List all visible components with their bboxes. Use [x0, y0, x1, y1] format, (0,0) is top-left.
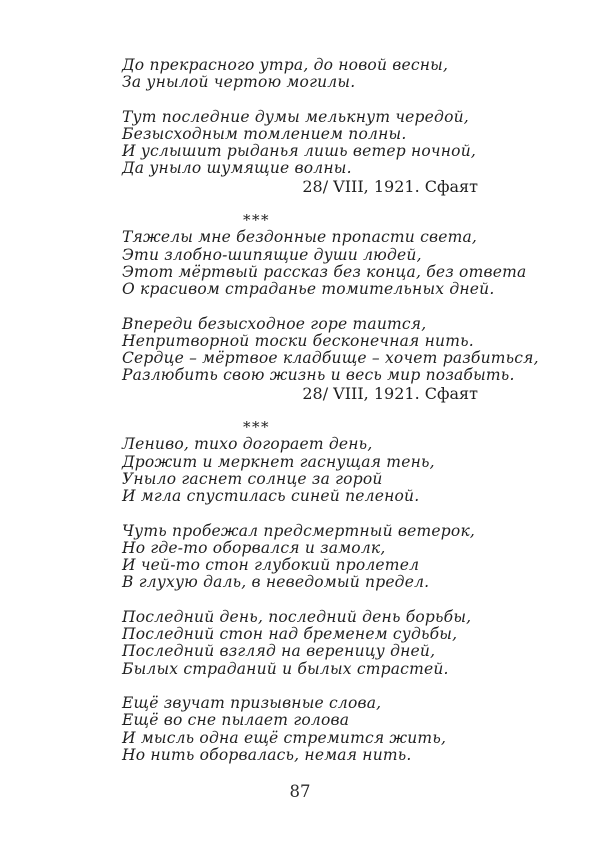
poem-line: О красивом страданье томительных дней. — [122, 280, 495, 299]
section-separator: *** — [243, 211, 270, 230]
poem-line: И услышит рыданья лишь ветер ночной, — [122, 142, 476, 161]
poem-line: Лениво, тихо догорает день, — [122, 435, 373, 454]
poem-line: Впереди безысходное горе таится, — [122, 314, 427, 333]
poem-line: Чуть пробежал предсмертный ветерок, — [122, 521, 476, 540]
poem-line: Сердце – мёртвое кладбище – хочет разбиться, — [122, 349, 539, 368]
poem-stanza — [122, 523, 488, 592]
poem-line: Ещё во сне пылает голова — [122, 711, 350, 730]
poem-line: Уныло гаснет солнце за горой — [122, 469, 383, 488]
section-separator: *** — [243, 418, 270, 437]
poem-line: В глухую даль, в неведомый предел. — [122, 573, 430, 592]
poem-stanza — [122, 109, 488, 178]
poem-line: Разлюбить свою жизнь и весь мир позабыть. — [122, 366, 515, 385]
poem-line: Последний стон над бременем судьбы, — [122, 625, 458, 644]
poem-stanza — [122, 695, 488, 764]
poem-stanza — [122, 228, 527, 299]
poem-line: Тяжелы мне бездонные пропасти света, — [122, 228, 478, 247]
poem-line: Эти злобно-шипящие души людей, — [122, 245, 422, 264]
poem-stanza — [122, 436, 488, 505]
poem-line: Последний взгляд на вереницу дней, — [122, 642, 436, 661]
poem-line: Но где-то оборвался и замолк, — [122, 538, 386, 557]
poem-line: Да уныло шумящие волны. — [122, 159, 352, 178]
poem-stanza — [122, 609, 488, 678]
poem-line: И мгла спустилась синей пеленой. — [122, 487, 420, 506]
poem-line: Но нить оборвалась, немая нить. — [122, 745, 412, 764]
poem-line: За унылой чертою могилы. — [122, 73, 356, 92]
poem-stanza — [122, 314, 539, 385]
poem-line: До прекрасного утра, до новой весны, — [122, 56, 449, 74]
poem-stanza — [122, 57, 488, 92]
date-attribution: 28/ VIII, 1921. Сфаят — [302, 383, 478, 403]
poem-line: Безысходным томлением полны. — [122, 124, 407, 143]
poem-line: Непритворной тоски бесконечная нить. — [122, 331, 474, 350]
poem-line: Былых страданий и былых страстей. — [122, 659, 449, 678]
date-attribution: 28/ VIII, 1921. Сфаят — [302, 176, 478, 196]
poem-content — [122, 56, 539, 781]
poem-line: Тут последние думы мелькнут чередой, — [122, 107, 469, 126]
poem-line: И мысль одна ещё стремится жить, — [122, 728, 447, 747]
poem-line: Последний день, последний день борьбы, — [122, 607, 472, 626]
poem-line: Этот мёртвый рассказ без конца, без ответа — [122, 262, 527, 281]
poem-line: Дрожит и меркнет гаснущая тень, — [122, 452, 435, 471]
poem-line: И чей-то стон глубокий пролетел — [122, 556, 420, 575]
poem-line: Ещё звучат призывные слова, — [122, 693, 382, 712]
page-number: 87 — [289, 782, 311, 801]
